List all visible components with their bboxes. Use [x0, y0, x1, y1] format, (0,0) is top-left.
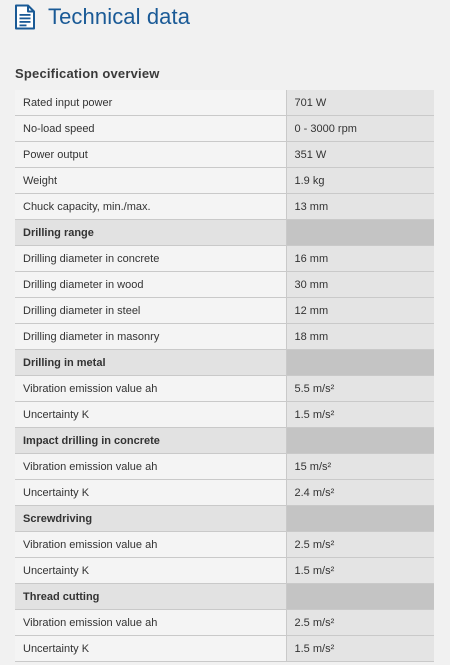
spec-label: Vibration emission value ah [15, 454, 286, 480]
spec-label: Drilling diameter in steel [15, 298, 286, 324]
spec-table-body [15, 90, 434, 662]
spec-label: Weight [15, 168, 286, 194]
page-header [14, 0, 190, 34]
group-header-label: Impact drilling in concrete [15, 428, 286, 454]
spec-label: No-load speed [15, 116, 286, 142]
table-row [15, 480, 434, 506]
table-row [15, 168, 434, 194]
spec-value: 16 mm [286, 246, 434, 272]
group-header-value [286, 350, 434, 376]
spec-label: Uncertainty K [15, 402, 286, 428]
spec-label: Vibration emission value ah [15, 376, 286, 402]
spec-value: 12 mm [286, 298, 434, 324]
spec-value: 5.5 m/s² [286, 376, 434, 402]
spec-value: 1.5 m/s² [286, 558, 434, 584]
table-row [15, 246, 434, 272]
spec-value: 1.9 kg [286, 168, 434, 194]
section-title: Specification overview [15, 66, 160, 81]
page-title: Technical data [48, 4, 191, 29]
group-header-row [15, 584, 434, 610]
table-row [15, 454, 434, 480]
spec-label: Uncertainty K [15, 636, 286, 662]
spec-label: Drilling diameter in concrete [15, 246, 286, 272]
table-row [15, 610, 434, 636]
spec-value: 701 W [286, 90, 434, 116]
group-header-value [286, 428, 434, 454]
spec-value: 351 W [286, 142, 434, 168]
spec-label: Vibration emission value ah [15, 610, 286, 636]
group-header-row [15, 350, 434, 376]
spec-label: Chuck capacity, min./max. [15, 194, 286, 220]
spec-label: Drilling diameter in masonry [15, 324, 286, 350]
table-row [15, 376, 434, 402]
table-row [15, 558, 434, 584]
table-row [15, 636, 434, 662]
spec-label: Uncertainty K [15, 558, 286, 584]
group-header-row [15, 428, 434, 454]
group-header-row [15, 506, 434, 532]
spec-value: 0 - 3000 rpm [286, 116, 434, 142]
spec-value: 1.5 m/s² [286, 636, 434, 662]
spec-label: Rated input power [15, 90, 286, 116]
group-header-value [286, 220, 434, 246]
group-header-label: Drilling range [15, 220, 286, 246]
table-row [15, 272, 434, 298]
table-row [15, 298, 434, 324]
table-row [15, 532, 434, 558]
spec-value: 2.5 m/s² [286, 610, 434, 636]
spec-value: 15 m/s² [286, 454, 434, 480]
table-row [15, 90, 434, 116]
table-row [15, 116, 434, 142]
spec-label: Vibration emission value ah [15, 532, 286, 558]
spec-value: 13 mm [286, 194, 434, 220]
spec-value: 2.4 m/s² [286, 480, 434, 506]
table-row [15, 402, 434, 428]
spec-label: Power output [15, 142, 286, 168]
table-row [15, 194, 434, 220]
group-header-label: Drilling in metal [15, 350, 286, 376]
group-header-value [286, 584, 434, 610]
spec-value: 2.5 m/s² [286, 532, 434, 558]
group-header-label: Thread cutting [15, 584, 286, 610]
spec-table [15, 90, 434, 662]
spec-label: Uncertainty K [15, 480, 286, 506]
table-row [15, 324, 434, 350]
spec-value: 18 mm [286, 324, 434, 350]
table-row [15, 142, 434, 168]
spec-label: Drilling diameter in wood [15, 272, 286, 298]
spec-value: 1.5 m/s² [286, 402, 434, 428]
document-icon [14, 4, 36, 30]
spec-value: 30 mm [286, 272, 434, 298]
group-header-value [286, 506, 434, 532]
group-header-row [15, 220, 434, 246]
group-header-label: Screwdriving [15, 506, 286, 532]
